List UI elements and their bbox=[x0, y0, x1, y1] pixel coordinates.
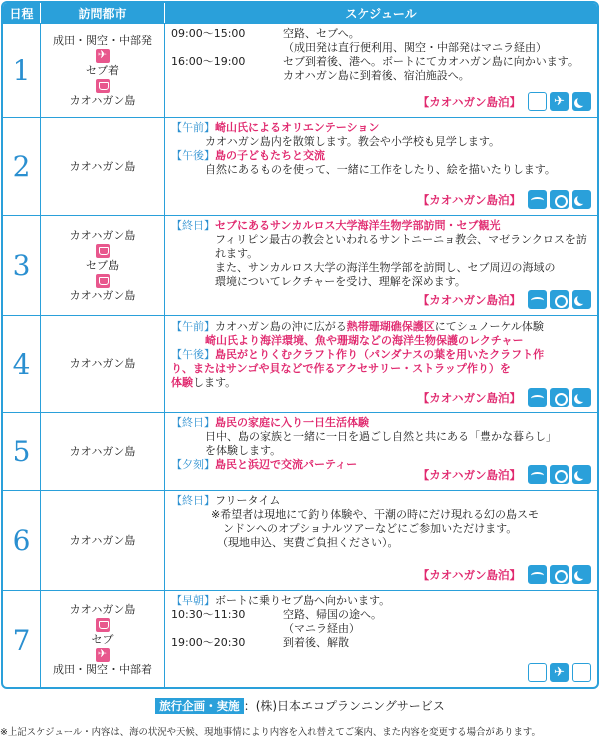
day-number: 4 bbox=[3, 316, 41, 412]
schedule-line: 崎山氏より海洋環境、魚や珊瑚などの海洋生物保護のレクチャー bbox=[205, 334, 524, 347]
day-number: 2 bbox=[3, 118, 41, 215]
plane-icon bbox=[96, 49, 110, 63]
schedule-line: また、サンカルロス大学の海洋生物学部を訪問し、セブ周辺の海域の bbox=[215, 261, 556, 274]
schedule-line: 09:00～15:00 空路、セブへ。 bbox=[171, 27, 360, 40]
schedule-line: 【終日】島民の家庭に入り一日生活体験 bbox=[171, 416, 369, 429]
ship-icon bbox=[96, 79, 110, 93]
lunch-icon bbox=[550, 190, 569, 209]
city-name: セブ着 bbox=[86, 63, 119, 77]
schedule-line: 自然にあるものを使って、一緒に工作をしたり、絵を描いたりします。 bbox=[205, 163, 556, 176]
day-row-5 bbox=[3, 412, 597, 490]
dinner-icon bbox=[572, 388, 591, 407]
schedule-cell bbox=[165, 491, 597, 590]
city-cell bbox=[41, 591, 165, 689]
dinner-icon bbox=[572, 92, 591, 111]
stay-info bbox=[528, 663, 591, 682]
dinner-icon bbox=[572, 190, 591, 209]
schedule-line: （成田発は直行便利用、関空・中部発はマニラ経由） bbox=[283, 41, 547, 54]
dinner-icon bbox=[572, 290, 591, 309]
city-name: カオハガン島 bbox=[69, 159, 136, 173]
disclaimer-note: ※上記スケジュール・内容は、海の状況や天候、現地事情により内容を入れ替えてご案内、また内容を変更する場合があります。 bbox=[0, 727, 541, 738]
schedule-line: 10:30～11:30 空路、帰国の途へ。 bbox=[171, 608, 382, 621]
schedule-line: ンドンへのオプショナルツアーなどにご参加いただけます。 bbox=[223, 522, 518, 535]
city-cell bbox=[41, 24, 165, 117]
schedule-cell bbox=[165, 24, 597, 117]
meal-none-icon bbox=[528, 663, 547, 682]
meal-none-icon bbox=[528, 92, 547, 111]
schedule-line: 【午前】カオハガン島の沖に広がる熱帯珊瑚礁保護区にてシュノーケル体験 bbox=[171, 320, 544, 333]
stay-info bbox=[418, 290, 591, 309]
company-name: ：(株)日本エコプランニングサービス bbox=[243, 699, 445, 713]
meal-none-icon bbox=[572, 663, 591, 682]
ship-icon bbox=[96, 244, 110, 258]
schedule-line: 19:00～20:30 到着後、解散 bbox=[171, 636, 349, 649]
stay-info bbox=[418, 92, 591, 111]
breakfast-icon bbox=[528, 290, 547, 309]
breakfast-icon bbox=[528, 190, 547, 209]
dinner-icon bbox=[572, 465, 591, 484]
stay-label: 【カオハガン島泊】 bbox=[417, 192, 521, 207]
lunch-icon bbox=[550, 388, 569, 407]
day-row-2 bbox=[3, 117, 597, 215]
city-name: セブ島 bbox=[86, 258, 119, 272]
breakfast-icon bbox=[528, 565, 547, 584]
ship-icon bbox=[96, 274, 110, 288]
schedule-line: 日中、島の家族と一緒に一日を過ごし自然と共にある「豊かな暮らし」 bbox=[205, 430, 557, 443]
city-name: 成田・関空・中部発 bbox=[53, 33, 152, 47]
city-name: 成田・関空・中部着 bbox=[53, 663, 152, 676]
ship-icon bbox=[96, 618, 110, 632]
schedule-line: （マニラ経由） bbox=[283, 622, 360, 635]
breakfast-icon bbox=[528, 465, 547, 484]
schedule-line: 環境についてレクチャーを受け、理解を深めます。 bbox=[215, 275, 466, 288]
header-day: 日程 bbox=[3, 3, 41, 23]
city-name: カオハガン島 bbox=[69, 357, 136, 370]
stay-info bbox=[418, 190, 591, 209]
city-cell bbox=[41, 413, 165, 490]
stay-label: 【カオハガン島泊】 bbox=[417, 292, 521, 307]
lunch-icon bbox=[550, 290, 569, 309]
schedule-table bbox=[1, 1, 599, 689]
header-schedule: スケジュール bbox=[345, 6, 417, 21]
dinner-icon bbox=[572, 565, 591, 584]
schedule-cell bbox=[165, 216, 597, 315]
day-number: 3 bbox=[3, 216, 41, 315]
table-header bbox=[3, 3, 597, 23]
schedule-line: を体験します。 bbox=[205, 444, 282, 457]
day-row-4 bbox=[3, 315, 597, 412]
city-name: カオハガン島 bbox=[69, 288, 136, 302]
day-row-7 bbox=[3, 590, 597, 689]
stay-label: 【カオハガン島泊】 bbox=[417, 390, 521, 405]
lunch-icon bbox=[550, 465, 569, 484]
stay-info bbox=[418, 388, 591, 407]
schedule-cell bbox=[165, 591, 597, 689]
day-row-1 bbox=[3, 23, 597, 117]
day-number: 1 bbox=[3, 24, 41, 117]
city-name: カオハガン島 bbox=[69, 533, 136, 547]
schedule-line: フィリピン最古の教会といわれるサントニーニョ教会、マゼランクロスを訪れます。 bbox=[215, 233, 587, 260]
city-name: カオハガン島 bbox=[69, 444, 136, 458]
day-number: 6 bbox=[3, 491, 41, 590]
airline-meal-icon bbox=[550, 663, 569, 682]
stay-info bbox=[418, 465, 591, 484]
schedule-line: 【早朝】ボートに乗りセブ島へ向かいます。 bbox=[171, 594, 391, 607]
schedule-line: 【午後】島の子どもたちと交流 bbox=[171, 149, 325, 162]
schedule-line: （現地申込、実費ご負担ください）。 bbox=[217, 536, 399, 549]
city-cell bbox=[41, 316, 165, 412]
lunch-icon bbox=[550, 565, 569, 584]
city-name: カオハガン島 bbox=[69, 93, 136, 107]
schedule-line: り、またはサンゴや貝などで作るアクセサリー・ストラップ作り）を bbox=[171, 362, 511, 375]
breakfast-icon bbox=[528, 388, 547, 407]
day-row-3 bbox=[3, 215, 597, 315]
stay-label: 【カオハガン島泊】 bbox=[417, 467, 521, 482]
city-name: セブ bbox=[91, 633, 114, 646]
schedule-line: 【午前】崎山氏によるオリエンテーション bbox=[171, 121, 380, 134]
city-name: カオハガン島 bbox=[69, 603, 136, 616]
schedule-line: カオハガン島内を散策します。教会や小学校も見学します。 bbox=[205, 135, 501, 148]
airline-meal-icon bbox=[550, 92, 569, 111]
schedule-cell bbox=[165, 316, 597, 412]
schedule-line: 【終日】セブにあるサンカルロス大学海洋生物学部訪問・セブ観光 bbox=[171, 219, 501, 232]
day-number: 5 bbox=[3, 413, 41, 490]
day-row-6 bbox=[3, 490, 597, 590]
schedule-line: カオハガン島に到着後、宿泊施設へ。 bbox=[283, 69, 470, 82]
planning-label: 旅行企画・実施 bbox=[155, 698, 244, 714]
city-name: カオハガン島 bbox=[69, 228, 136, 242]
stay-label: 【カオハガン島泊】 bbox=[417, 94, 521, 109]
schedule-cell bbox=[165, 118, 597, 215]
planning-info bbox=[0, 697, 600, 714]
schedule-line: 16:00～19:00 セブ到着後、港へ。ボートにてカオハガン島に向かいます。 bbox=[171, 55, 579, 68]
schedule-line: 体験します。 bbox=[171, 376, 237, 389]
schedule-line: 【午後】島民がとりくむクラフト作り（パンダナスの葉を用いたクラフト作 bbox=[171, 348, 545, 361]
stay-info bbox=[418, 565, 591, 584]
plane-icon bbox=[96, 648, 110, 662]
schedule-line: ※希望者は現地にて釣り体験や、干潮の時にだけ現れる幻の島スモ bbox=[211, 508, 539, 521]
stay-label: 【カオハガン島泊】 bbox=[417, 567, 521, 582]
schedule-line: 【終日】フリータイム bbox=[171, 494, 281, 507]
schedule-cell bbox=[165, 413, 597, 490]
city-cell bbox=[41, 118, 165, 215]
city-cell bbox=[41, 491, 165, 590]
city-cell bbox=[41, 216, 165, 315]
header-city: 訪問都市 bbox=[41, 3, 165, 23]
schedule-line: 【夕刻】島民と浜辺で交流パーティー bbox=[171, 458, 358, 471]
day-number: 7 bbox=[3, 591, 41, 689]
